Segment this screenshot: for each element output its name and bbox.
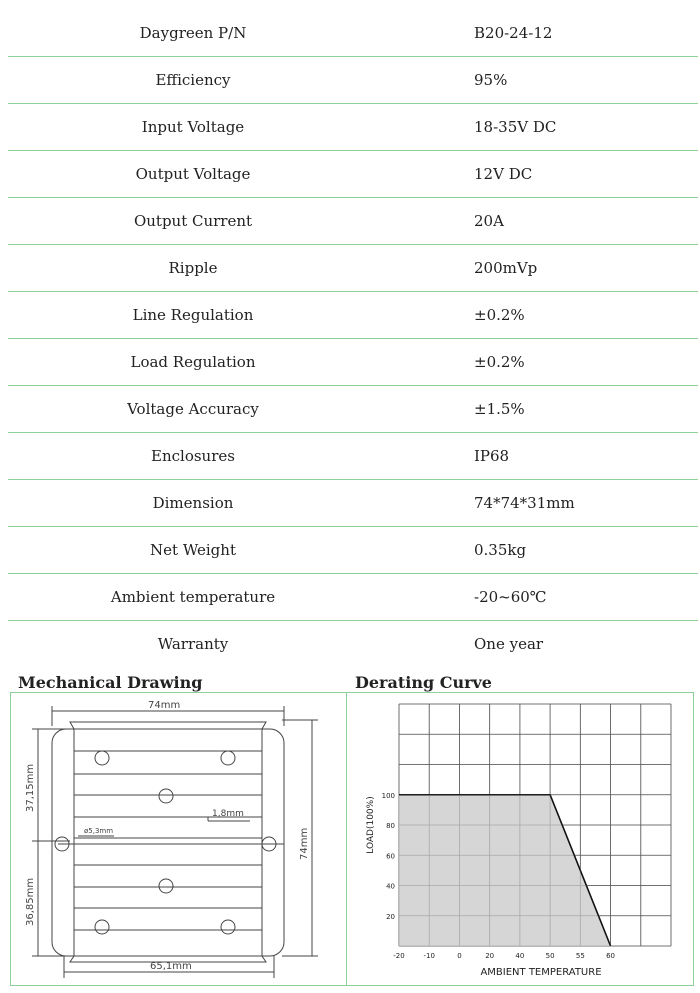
y-tick-label: 40 (386, 882, 395, 891)
dim-lower-label: 36,85mm (25, 877, 36, 926)
spec-label: Output Current (133, 212, 253, 230)
spec-label: Daygreen P/N (139, 24, 247, 42)
dim-upper-label: 37,15mm (25, 763, 36, 812)
spec-row (8, 57, 698, 104)
spec-label: Voltage Accuracy (127, 400, 259, 418)
spec-value: 0.35kg (474, 541, 527, 559)
spec-value: 74*74*31mm (474, 494, 575, 512)
dim-width-label: 74mm (148, 700, 181, 711)
spec-row (8, 10, 698, 57)
x-tick-label: -10 (423, 952, 435, 960)
spec-row (8, 621, 698, 667)
x-tick-label: -20 (393, 952, 405, 960)
spec-label: Output Voltage (135, 165, 251, 183)
spec-row (8, 104, 698, 151)
spec-label: Dimension (152, 494, 234, 512)
dim-height-label: 74mm (299, 827, 310, 860)
spec-value: ±1.5% (474, 400, 525, 418)
y-tick-label: 20 (386, 912, 395, 921)
spec-value: 20A (474, 212, 504, 230)
spec-row (8, 339, 698, 386)
spec-label: Load Regulation (130, 353, 256, 371)
x-tick-label: 40 (515, 952, 525, 960)
y-axis-label: LOAD(100%) (366, 796, 376, 854)
mechanical-drawing (12, 694, 346, 984)
spec-value: B20-24-12 (474, 24, 553, 42)
spec-row (8, 198, 698, 245)
spec-label: Ripple (168, 259, 218, 277)
x-tick-label: 60 (606, 952, 616, 960)
x-tick-label: 0 (457, 952, 462, 960)
spec-row (8, 151, 698, 198)
spec-label: Input Voltage (141, 118, 245, 136)
spec-label: Net Weight (150, 541, 236, 559)
x-axis-label: AMBIENT TEMPERATURE (480, 967, 602, 978)
x-ticks (393, 952, 615, 960)
spec-row (8, 433, 698, 480)
spec-label: Enclosures (151, 447, 235, 465)
spec-value: -20~60℃ (474, 588, 547, 606)
x-tick-label: 55 (575, 952, 585, 960)
spec-row (8, 480, 698, 527)
spec-label: Ambient temperature (110, 588, 276, 606)
spec-row (8, 574, 698, 621)
dim-bottom-label: 65,1mm (150, 961, 192, 972)
spec-row (8, 527, 698, 574)
x-tick-label: 50 (545, 952, 555, 960)
spec-row (8, 386, 698, 433)
y-tick-label: 100 (381, 791, 395, 800)
y-ticks (382, 792, 395, 921)
derating-curve-title: Derating Curve (355, 673, 492, 692)
spec-label: Warranty (157, 635, 229, 653)
y-tick-label: 80 (386, 822, 395, 830)
spec-row (8, 245, 698, 292)
x-tick-label: 20 (485, 952, 495, 960)
chart-plot (399, 795, 611, 946)
spec-value: 12V DC (474, 165, 533, 183)
panel-divider (346, 692, 347, 986)
spec-value: 200mVp (474, 259, 538, 277)
y-tick-label: 60 (386, 852, 395, 861)
dim-fin-label: 1,8mm (212, 809, 244, 819)
spec-table (8, 10, 698, 667)
spec-value: 95% (474, 71, 508, 89)
mechanical-drawing-title: Mechanical Drawing (18, 673, 203, 692)
dim-hole-label: ø5,3mm (84, 827, 114, 835)
spec-value: IP68 (474, 447, 510, 465)
spec-value: ±0.2% (474, 353, 525, 371)
spec-row (8, 292, 698, 339)
spec-label: Line Regulation (132, 306, 254, 324)
derating-chart (348, 694, 692, 984)
spec-value: One year (474, 635, 544, 653)
spec-value: 18-35V DC (474, 118, 557, 136)
spec-label: Efficiency (155, 71, 231, 89)
derating-area (399, 795, 611, 946)
spec-value: ±0.2% (474, 306, 525, 324)
